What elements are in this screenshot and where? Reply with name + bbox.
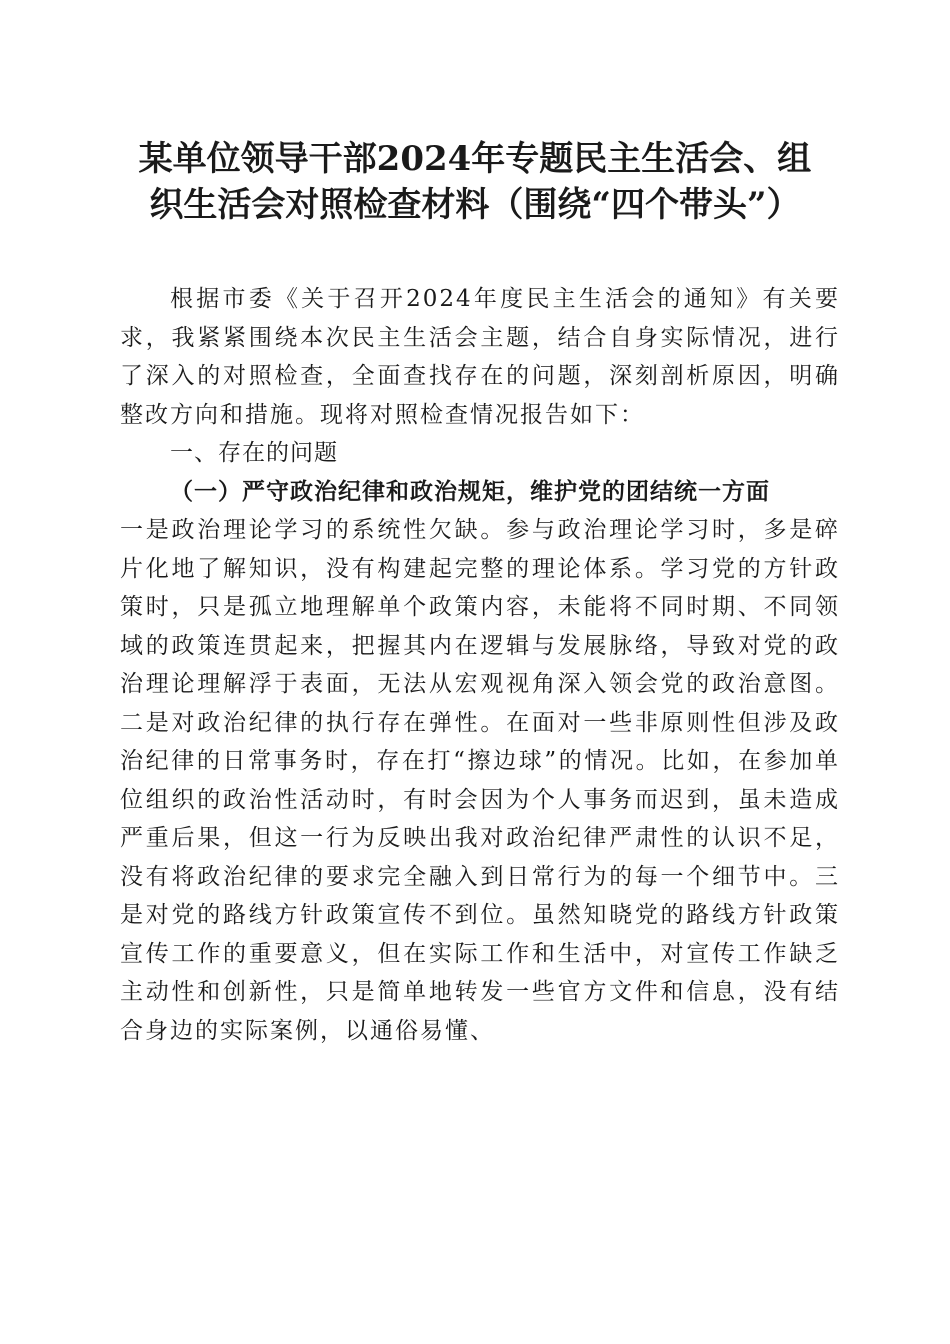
intro-paragraph: 根据市委《关于召开2024年度民主生活会的通知》有关要求，我紧紧围绕本次民主生活会主题，结合自身实际情况，进行了深入的对照检查，全面查找存在的问题，深刻剖析原因，明确整改方向和措施。现将对照检查情况报告如下： — [120, 286, 840, 428]
subsection-body-paragraph: 一是政治理论学习的系统性欠缺。参与政治理论学习时，多是碎片化地了解知识，没有构建起完整的理论体系。学习党的方针政策时，只是孤立地理解单个政策内容，未能将不同时期、不同领域的政策连贯起来，把握其内在逻辑与发展脉络，导致对党的政治理论理解浮于表面，无法从宏观视角深入领会党的政治意图。二是对政治纪律的执行存在弹性。在面对一些非原则性但涉及政治纪律的日常事务时，存在打“擦边球”的情况。比如，在参加单位组织的政治性活动时，有时会因为个人事务而迟到，虽未造成严重后果，但这一行为反映出我对政治纪律严肃性的认识不足，没有将政治纪律的要求完全融入到日常行为的每一个细节中。三是对党的路线方针政策宣传不到位。虽然知晓党的路线方针政策宣传工作的重要意义，但在实际工作和生活中，对宣传工作缺乏主动性和创新性，只是简单地转发一些官方文件和信息，没有结合身边的实际案例，以通俗易懂、 — [120, 517, 840, 1044]
document-body — [120, 280, 840, 1050]
title-line-2: 织生活会对照检查材料（围绕“四个带头”） — [149, 185, 801, 225]
section-heading-problems: 一、存在的问题 — [170, 440, 338, 466]
subsection-heading-political-discipline: （一）严守政治纪律和政治规矩，维护党的团结统一方面 — [170, 477, 770, 505]
document-title — [118, 136, 832, 228]
title-line-1: 某单位领导干部2024年专题民主生活会、组 — [138, 139, 812, 179]
